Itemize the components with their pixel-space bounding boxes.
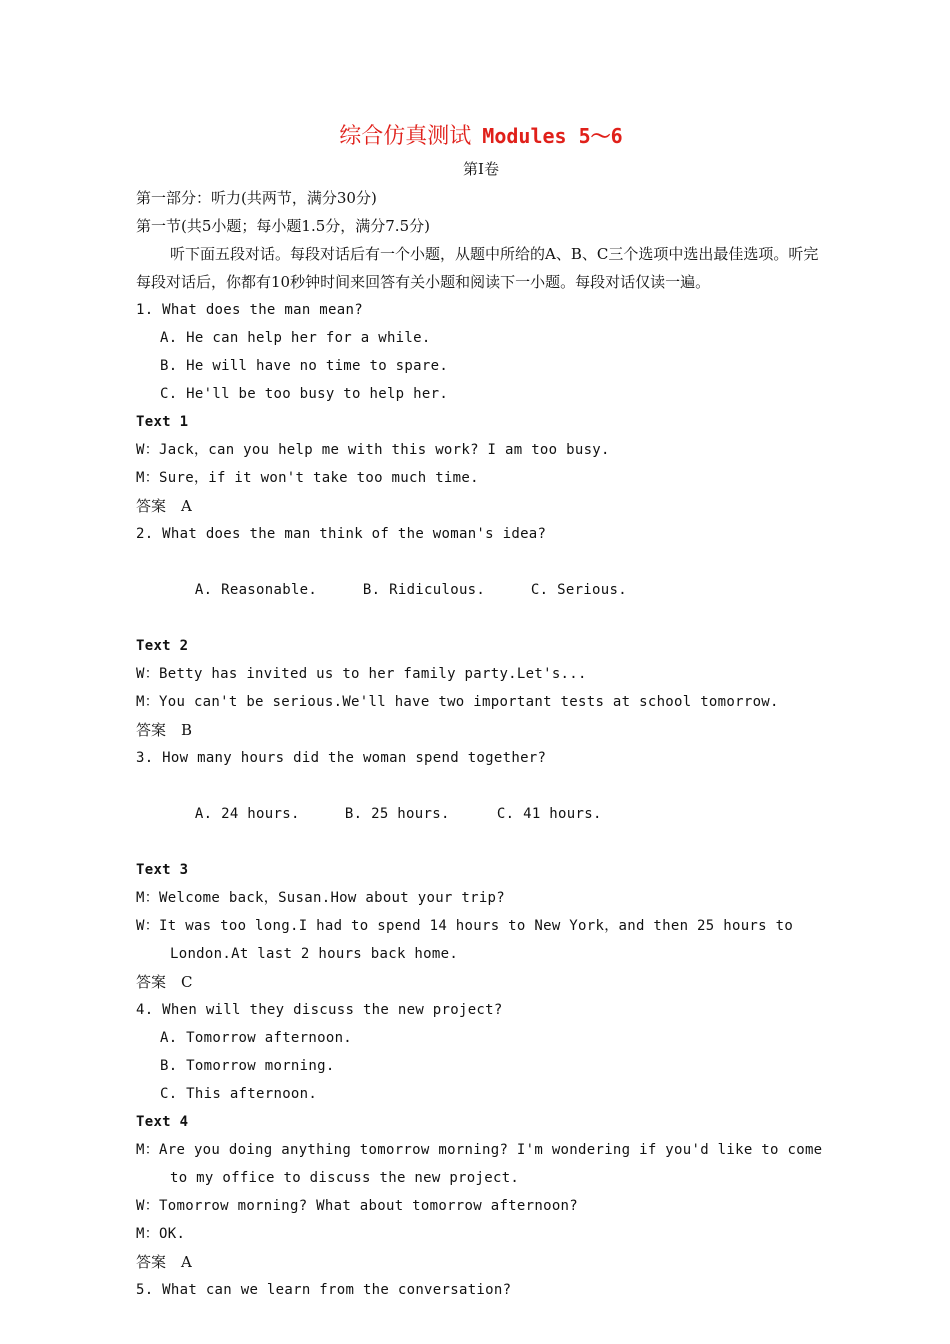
q2-option-a: A. Reasonable. (194, 582, 318, 598)
title-cn: 综合仿真测试 (339, 123, 472, 148)
question-4: 4. When will they discuss the new project? (136, 1002, 503, 1018)
q3-options (136, 772, 826, 856)
q3-dialogue-line: M：Welcome back，Susan.How about your trip? (136, 890, 506, 906)
text-3-label: Text 3 (136, 862, 189, 878)
q1-option-b: B. He will have no time to spare. (160, 358, 449, 374)
q3-answer: 答案 C (136, 973, 193, 991)
q4-option-b: B. Tomorrow morning. (160, 1058, 335, 1074)
q2-dialogue-line: M：You can't be serious.We'll have two important tests at school tomorrow. (136, 694, 779, 710)
q4-option-a: A. Tomorrow afternoon. (160, 1030, 353, 1046)
text-4-label: Text 4 (136, 1114, 189, 1130)
page-title (136, 118, 826, 154)
title-en: Modules 5～6 (482, 124, 623, 148)
q3-option-b: B. 25 hours. (344, 806, 450, 822)
q3-dialogue-line: W：It was too long.I had to spend 14 hours to New York，and then 25 hours to (136, 918, 794, 934)
q1-answer: 答案 A (136, 497, 192, 515)
question-2: 2. What does the man think of the woman's idea? (136, 526, 547, 542)
q2-answer: 答案 B (136, 721, 193, 739)
q4-answer: 答案 A (136, 1253, 192, 1271)
part-heading: 第一部分：听力(共两节，满分30分) (136, 189, 377, 207)
q4-option-c: C. This afternoon. (160, 1086, 318, 1102)
q2-options (136, 548, 826, 632)
q1-dialogue-line: M：Sure，if it won't take too much time. (136, 470, 479, 486)
q4-dialogue-continuation: to my office to discuss the new project. (170, 1170, 520, 1186)
q2-option-b: B. Ridiculous. (362, 582, 486, 598)
question-3: 3. How many hours did the woman spend together? (136, 750, 547, 766)
text-2-label: Text 2 (136, 638, 189, 654)
text-1-label: Text 1 (136, 414, 189, 430)
document-page (136, 118, 826, 1304)
q3-option-a: A. 24 hours. (194, 806, 300, 822)
section-heading: 第一节(共5小题；每小题1.5分，满分7.5分) (136, 217, 430, 235)
q1-dialogue-line: W：Jack，can you help me with this work? I am too busy. (136, 442, 610, 458)
q4-dialogue-line: M：Are you doing anything tomorrow morning? I'm wondering if you'd like to come (136, 1142, 823, 1158)
instruction-paragraph: 听下面五段对话。每段对话后有一个小题，从题中所给的A、B、C三个选项中选出最佳选项。听完每段对话后，你都有10秒钟时间来回答有关小题和阅读下一小题。每段对话仅读一遍。 (136, 245, 819, 291)
question-1: 1. What does the man mean? (136, 302, 363, 318)
q4-dialogue-line: M：OK. (136, 1226, 186, 1242)
q3-dialogue-continuation: London.At last 2 hours back home. (170, 946, 459, 962)
q4-dialogue-line: W：Tomorrow morning? What about tomorrow afternoon? (136, 1198, 579, 1214)
q1-option-c: C. He'll be too busy to help her. (160, 386, 449, 402)
q2-option-c: C. Serious. (530, 582, 627, 598)
q1-option-a: A. He can help her for a while. (160, 330, 431, 346)
volume-heading: 第Ⅰ卷 (463, 160, 499, 178)
q2-dialogue-line: W：Betty has invited us to her family party.Let's... (136, 666, 587, 682)
question-5: 5. What can we learn from the conversation? (136, 1282, 512, 1298)
q3-option-c: C. 41 hours. (496, 806, 602, 822)
